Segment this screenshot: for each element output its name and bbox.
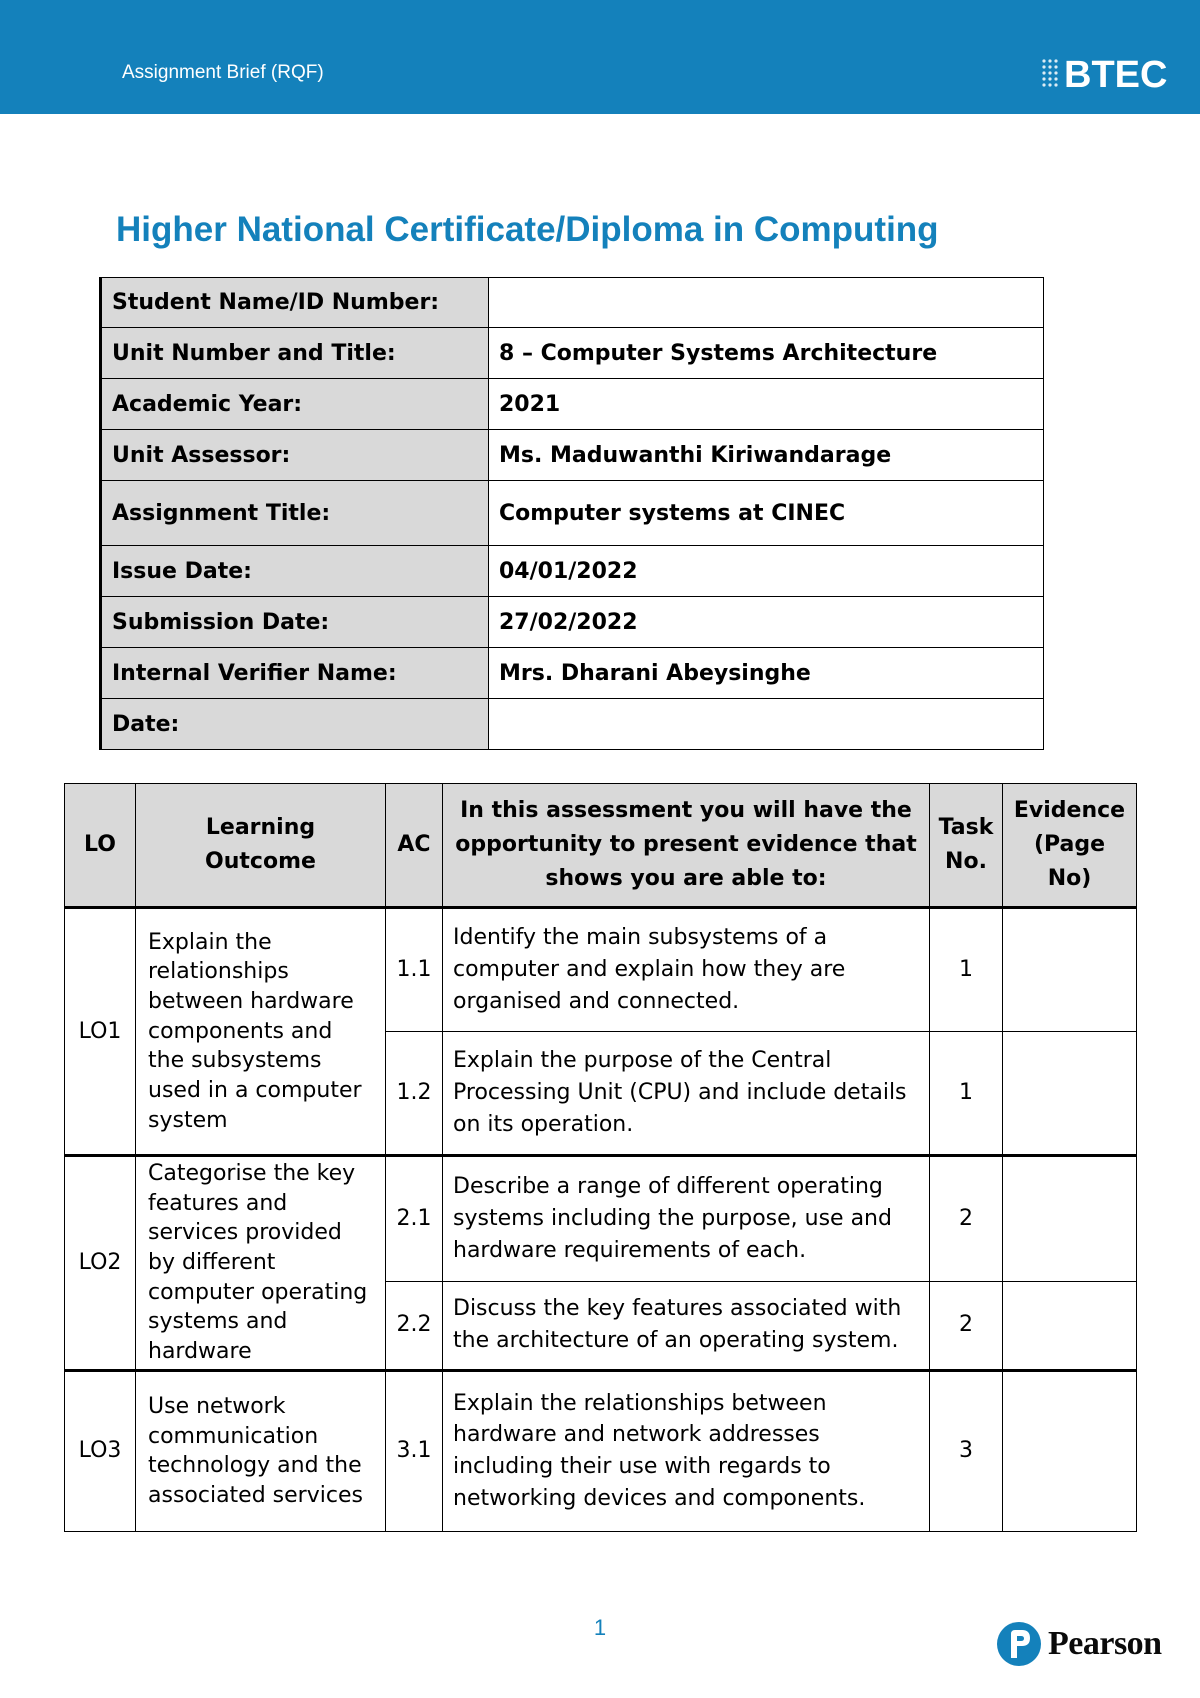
info-value: [489, 278, 1044, 328]
evidence-header-line2: (Page: [1033, 831, 1106, 857]
evidence-header-line3: No): [1047, 866, 1092, 892]
task-header-line2: No.: [945, 849, 987, 874]
assessment-criterion: Identify the main subsystems of a computer and explain how they are organised and connected.: [443, 908, 930, 1032]
info-label: Internal Verifier Name:: [101, 648, 489, 699]
info-label: Assignment Title:: [101, 481, 489, 546]
info-value: Mrs. Dharani Abeysinghe: [489, 648, 1044, 699]
info-row-assessor: [101, 430, 1044, 481]
assessment-criterion: Discuss the key features associated with the architecture of an operating system.: [443, 1281, 930, 1370]
info-row-assignment-title: [101, 481, 1044, 546]
task-number: 2: [930, 1156, 1003, 1282]
assessment-criterion: Explain the purpose of the Central Processing Unit (CPU) and include details on its operation.: [443, 1032, 930, 1156]
task-header-line1: Task: [938, 814, 994, 840]
btec-logo: [1040, 52, 1167, 98]
header-title: Assignment Brief (RQF): [122, 62, 324, 83]
info-row-unit: [101, 328, 1044, 379]
pearson-logo: [996, 1618, 1162, 1670]
info-row-academic-year: [101, 379, 1044, 430]
learning-outcome: Explain the relationships between hardware components and the subsystems used in a computer system: [136, 908, 386, 1156]
task-number: 3: [930, 1370, 1003, 1531]
info-value: 8 – Computer Systems Architecture: [489, 328, 1044, 379]
evidence-header: [1003, 784, 1137, 908]
info-label: Submission Date:: [101, 597, 489, 648]
learning-outcome-header-line1: Learning: [205, 814, 316, 840]
info-value: 27/02/2022: [489, 597, 1044, 648]
evidence-cell: [1003, 1281, 1137, 1370]
evidence-cell: [1003, 1032, 1137, 1156]
lo-table-header: [65, 784, 1137, 908]
document-title: Higher National Certificate/Diploma in Computing: [116, 210, 939, 249]
info-label: Student Name/ID Number:: [101, 278, 489, 328]
task-number: 1: [930, 1032, 1003, 1156]
learning-outcomes-table: [64, 783, 1137, 1532]
info-label: Unit Number and Title:: [101, 328, 489, 379]
learning-outcome: Categorise the key features and services provided by different computer operating systems and hardware: [136, 1156, 386, 1371]
info-row-student: [101, 278, 1044, 328]
task-number: 2: [930, 1281, 1003, 1370]
lo-header: LO: [65, 784, 136, 908]
ac-number: 2.1: [386, 1156, 443, 1282]
info-value: [489, 699, 1044, 750]
info-label: Unit Assessor:: [101, 430, 489, 481]
header-bar: [0, 0, 1200, 114]
assessment-header: In this assessment you will have the opportunity to present evidence that shows you are able to:: [443, 784, 930, 908]
task-header: [930, 784, 1003, 908]
info-label: Issue Date:: [101, 546, 489, 597]
info-value: 04/01/2022: [489, 546, 1044, 597]
task-number: 1: [930, 908, 1003, 1032]
info-row-submission-date: [101, 597, 1044, 648]
info-label: Academic Year:: [101, 379, 489, 430]
info-value: Ms. Maduwanthi Kiriwandarage: [489, 430, 1044, 481]
info-label: Date:: [101, 699, 489, 750]
table-row: [65, 908, 1137, 1032]
evidence-header-line1: Evidence: [1013, 797, 1126, 823]
ac-number: 2.2: [386, 1281, 443, 1370]
btec-dots-icon: [1040, 57, 1062, 93]
ac-number: 1.1: [386, 908, 443, 1032]
info-row-issue-date: [101, 546, 1044, 597]
ac-number: 1.2: [386, 1032, 443, 1156]
learning-outcome-header: [136, 784, 386, 908]
evidence-cell: [1003, 908, 1137, 1032]
info-row-verifier: [101, 648, 1044, 699]
lo-code: LO3: [65, 1370, 136, 1531]
btec-logo-text: BTEC: [1064, 53, 1168, 96]
pearson-logo-icon: [996, 1620, 1042, 1668]
page-number: 1: [593, 1615, 607, 1640]
assessment-criterion: Explain the relationships between hardware and network addresses including their use with regards to networking devices and components.: [443, 1370, 930, 1531]
learning-outcome-header-line2: Outcome: [205, 849, 316, 874]
info-row-date: [101, 699, 1044, 750]
lo-code: LO2: [65, 1156, 136, 1371]
assessment-criterion: Describe a range of different operating systems including the purpose, use and hardware requirements of each.: [443, 1156, 930, 1282]
info-value: 2021: [489, 379, 1044, 430]
pearson-logo-text: Pearson: [1048, 1625, 1162, 1662]
ac-number: 3.1: [386, 1370, 443, 1531]
evidence-cell: [1003, 1370, 1137, 1531]
table-row: [65, 1370, 1137, 1531]
evidence-cell: [1003, 1156, 1137, 1282]
learning-outcome: Use network communication technology and the associated services: [136, 1370, 386, 1531]
assignment-info-table: [99, 277, 1044, 750]
lo-code: LO1: [65, 908, 136, 1156]
info-value: Computer systems at CINEC: [489, 481, 1044, 546]
table-row: [65, 1156, 1137, 1282]
ac-header: AC: [386, 784, 443, 908]
